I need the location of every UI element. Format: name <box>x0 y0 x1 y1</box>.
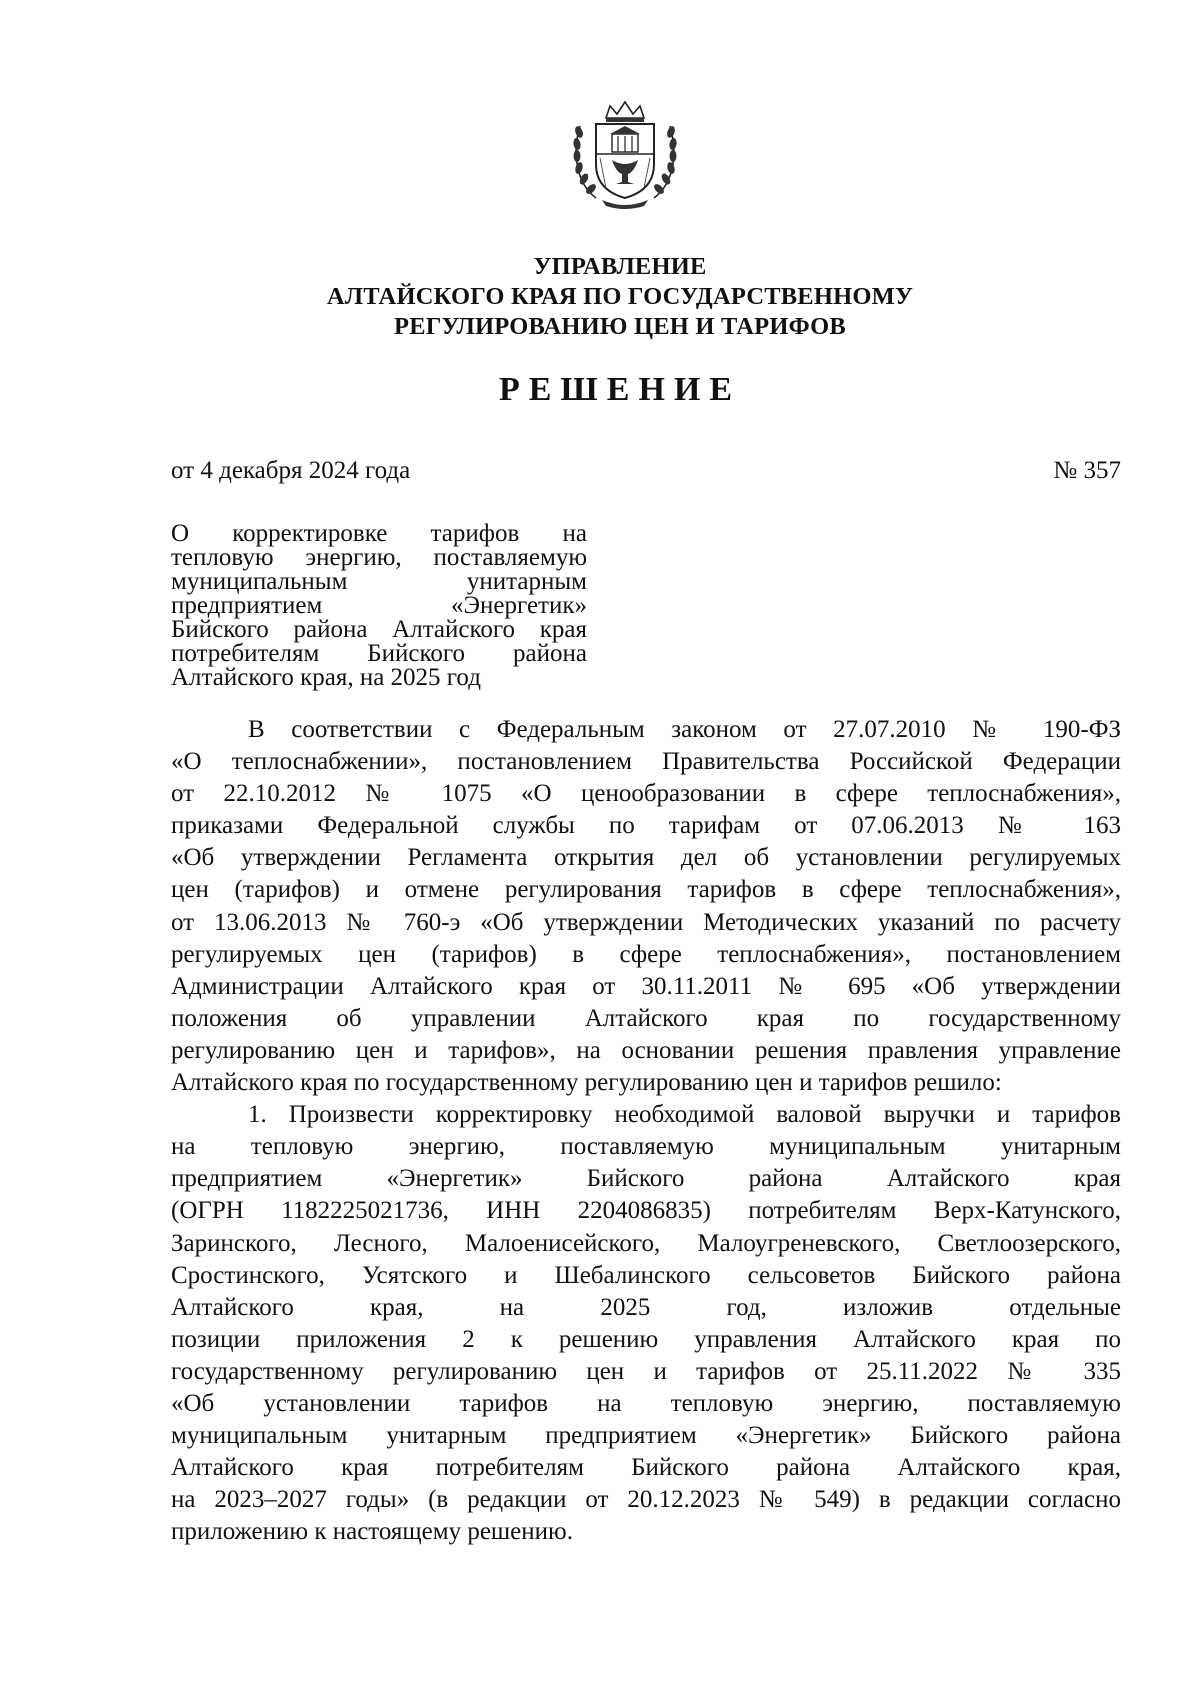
decision-subject <box>171 522 587 690</box>
body-line: «О теплоснабжении», постановлением Правительства Российской Федерации <box>171 748 1121 776</box>
body-line: Алтайского края, на 2025 год, изложив отдельные <box>171 1293 1121 1321</box>
header-line: АЛТАЙСКОГО КРАЯ ПО ГОСУДАРСТВЕННОМУ <box>326 283 914 310</box>
body-line: «Об утверждении Регламента открытия дел об установлении регулируемых <box>171 844 1121 872</box>
subject-line: предприятием «Энергетик» <box>171 592 587 619</box>
body-line: (ОГРН 1182225021736, ИНН 2204086835) потребителям Верх-Катунского, <box>171 1197 1121 1225</box>
body-line: «Об установлении тарифов на тепловую энергию, поставляемую <box>171 1389 1121 1417</box>
body-line: Администрации Алтайского края от 30.11.2011 № 695 «Об утверждении <box>171 972 1121 1000</box>
body-line: Алтайского края по государственному регулированию цен и тарифов решило: <box>171 1069 1002 1097</box>
body-line: Сростинского, Усятского и Шебалинского сельсоветов Бийского района <box>171 1261 1121 1289</box>
body-line: 1. Произвести корректировку необходимой валовой выручки и тарифов <box>248 1101 1121 1129</box>
body-line: муниципальным унитарным предприятием «Энергетик» Бийского района <box>171 1422 1121 1450</box>
document-title: РЕШЕНИЕ <box>498 371 742 408</box>
subject-line: муниципальным унитарным <box>171 568 587 595</box>
body-line: положения об управлении Алтайского края по государственному <box>171 1004 1121 1032</box>
subject-line: тепловую энергию, поставляемую <box>171 544 587 571</box>
body-line: предприятием «Энергетик» Бийского района Алтайского края <box>171 1165 1121 1193</box>
header-line: УПРАВЛЕНИЕ <box>533 253 707 280</box>
body-line: позиции приложения 2 к решению управления Алтайского края по <box>171 1325 1121 1353</box>
header-line: РЕГУЛИРОВАНИЮ ЦЕН И ТАРИФОВ <box>394 313 846 340</box>
date-number-line <box>171 456 1121 486</box>
body-line: на 2023–2027 годы» (в редакции от 20.12.2023 № 549) в редакции согласно <box>171 1486 1121 1514</box>
body-line: от 22.10.2012 № 1075 «О ценообразовании в сфере теплоснабжения», <box>171 780 1121 808</box>
body-line: цен (тарифов) и отмене регулирования тарифов в сфере теплоснабжения», <box>171 876 1121 904</box>
body-line: Алтайского края потребителям Бийского района Алтайского края, <box>171 1454 1121 1482</box>
body-line: государственному регулированию цен и тарифов от 25.11.2022 № 335 <box>171 1357 1121 1385</box>
subject-line: Алтайского края, на 2025 год <box>171 664 481 691</box>
altai-krai-coat-of-arms-icon <box>566 98 684 210</box>
subject-line: потребителям Бийского района <box>171 640 587 667</box>
body-line: В соответствии с Федеральным законом от 27.07.2010 № 190-ФЗ <box>248 716 1121 743</box>
subject-line: Бийского района Алтайского края <box>171 616 587 643</box>
body-line: от 13.06.2013 № 760-э «Об утверждении Методических указаний по расчету <box>171 908 1121 936</box>
clause-1-paragraph <box>171 1099 1121 1548</box>
body-line: приложению к настоящему решению. <box>171 1518 573 1546</box>
subject-line: О корректировке тарифов на <box>171 520 587 547</box>
body-line: регулируемых цен (тарифов) в сфере теплоснабжения», постановлением <box>171 940 1121 968</box>
body-line: на тепловую энергию, поставляемую муниципальным унитарным <box>171 1133 1121 1161</box>
document-date: от 4 декабря 2024 года <box>171 457 411 484</box>
issuing-authority-header <box>0 252 1200 342</box>
body-line: Заринского, Лесного, Малоенисейского, Малоугреневского, Светлоозерского, <box>171 1229 1121 1257</box>
body-line: регулированию цен и тарифов», на основании решения правления управление <box>171 1036 1121 1064</box>
decision-body <box>171 714 1121 1548</box>
body-line: приказами Федеральной службы по тарифам от 07.06.2013 № 163 <box>171 812 1121 840</box>
preamble-paragraph <box>171 714 1121 1099</box>
document-number: № 357 <box>1053 457 1121 484</box>
